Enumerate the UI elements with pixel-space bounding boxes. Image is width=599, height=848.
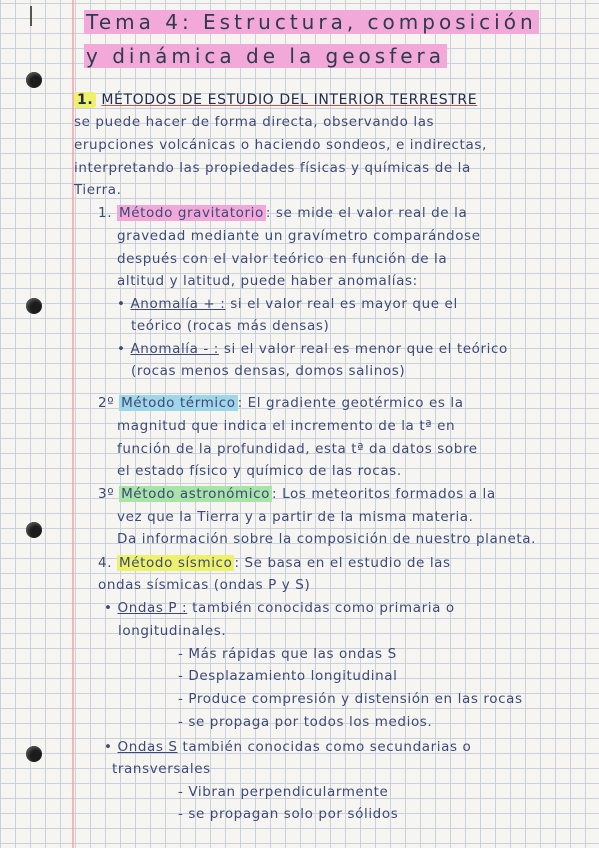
- bullet-cont: teórico (rocas más densas): [131, 318, 330, 334]
- method-heading: 3º Método astronómico : Los meteoritos formados a la: [98, 486, 496, 502]
- method-text: magnitud que indica el incremento de la tª en: [117, 418, 456, 434]
- method-number: 2º: [98, 395, 115, 411]
- method-name: Método gravitatorio: [119, 205, 264, 221]
- binder-hole: [26, 522, 42, 538]
- wave-property: - Desplazamiento longitudinal: [178, 668, 398, 684]
- section-heading: [74, 92, 477, 108]
- method-heading: 4. Método sísmico : Se basa en el estudio de las: [98, 555, 451, 571]
- bullet-item: • Anomalía - : si el valor real es menor que el teórico: [117, 341, 508, 357]
- title-text-1: Tema 4: Estructura, composición: [86, 10, 537, 34]
- binder-hole: [26, 298, 42, 314]
- wave-cont: longitudinales.: [118, 623, 227, 639]
- method-name: Método térmico: [121, 395, 236, 411]
- method-number: 4.: [98, 555, 113, 571]
- method-number: 3º: [98, 486, 115, 502]
- intro-line: Tierra.: [74, 182, 122, 198]
- intro-line: interpretando las propiedades físicas y químicas de la: [74, 160, 471, 176]
- page-title-line2: [84, 44, 447, 68]
- binder-hole: [26, 746, 42, 762]
- section-heading-text: MÉTODOS DE ESTUDIO DEL INTERIOR TERRESTRE: [101, 92, 478, 108]
- bullet-text: si el valor real es mayor que el: [230, 296, 458, 312]
- bullet-text: si el valor real es menor que el teórico: [223, 341, 508, 357]
- title-text-2: y dinámica de la geosfera: [86, 44, 446, 68]
- bullet-label: Anomalía + :: [130, 296, 226, 312]
- bullet-item: • Anomalía + : si el valor real es mayor que el: [117, 296, 458, 312]
- method-text: ondas sísmicas (ondas P y S): [98, 577, 311, 593]
- method-text: Se basa en el estudio de las: [244, 555, 451, 571]
- method-number: 1.: [98, 205, 113, 221]
- section-number: 1.: [74, 92, 96, 108]
- intro-line: se puede hacer de forma directa, observando las: [74, 114, 435, 130]
- pen-mark: [30, 6, 32, 26]
- bullet-cont: (rocas menos densas, domos salinos): [131, 363, 406, 379]
- wave-property: - Vibran perpendicularmente: [178, 784, 389, 800]
- method-text: el estado físico y químico de las rocas.: [117, 463, 402, 479]
- method-text: altitud y latitud, puede haber anomalías:: [117, 273, 418, 289]
- wave-item: • Ondas S también conocidas como secundarias o: [104, 739, 472, 755]
- wave-property: - Más rápidas que las ondas S: [178, 646, 397, 662]
- page-title-line1: [84, 10, 539, 34]
- method-text: Da información sobre la composición de nuestro planeta.: [117, 531, 537, 547]
- wave-item: • Ondas P : también conocidas como primaria o: [104, 600, 455, 616]
- wave-property: - se propaga por todos los medios.: [178, 714, 433, 730]
- method-text: gravedad mediante un gravímetro comparándose: [117, 228, 481, 244]
- wave-label: Ondas S: [117, 739, 178, 755]
- method-text: se mide el valor real de la: [275, 205, 468, 221]
- wave-text: también conocidas como primaria o: [192, 600, 455, 616]
- bullet-label: Anomalía - :: [130, 341, 219, 357]
- method-name: Método sísmico: [119, 555, 233, 571]
- method-text: función de la profundidad, esta tª da datos sobre: [117, 441, 478, 457]
- wave-text: también conocidas como secundarias o: [182, 739, 472, 755]
- binder-hole: [26, 72, 42, 88]
- method-text: El gradiente geotérmico es la: [247, 395, 464, 411]
- intro-line: erupciones volcánicas o haciendo sondeos, e indirectas,: [74, 137, 487, 153]
- method-name: Método astronómico: [121, 486, 271, 502]
- method-text: vez que la Tierra y a partir de la misma materia.: [117, 509, 474, 525]
- wave-property: - se propagan solo por sólidos: [178, 806, 399, 822]
- wave-property: - Produce compresión y distensión en las rocas: [178, 691, 523, 707]
- method-text: después con el valor teórico en función de la: [117, 251, 448, 267]
- method-heading: 2º Método térmico : El gradiente geotérmico es la: [98, 395, 464, 411]
- method-heading: 1. Método gravitatorio : se mide el valor real de la: [98, 205, 468, 221]
- wave-cont: transversales: [112, 761, 211, 777]
- wave-label: Ondas P :: [117, 600, 188, 616]
- method-text: Los meteoritos formados a la: [282, 486, 496, 502]
